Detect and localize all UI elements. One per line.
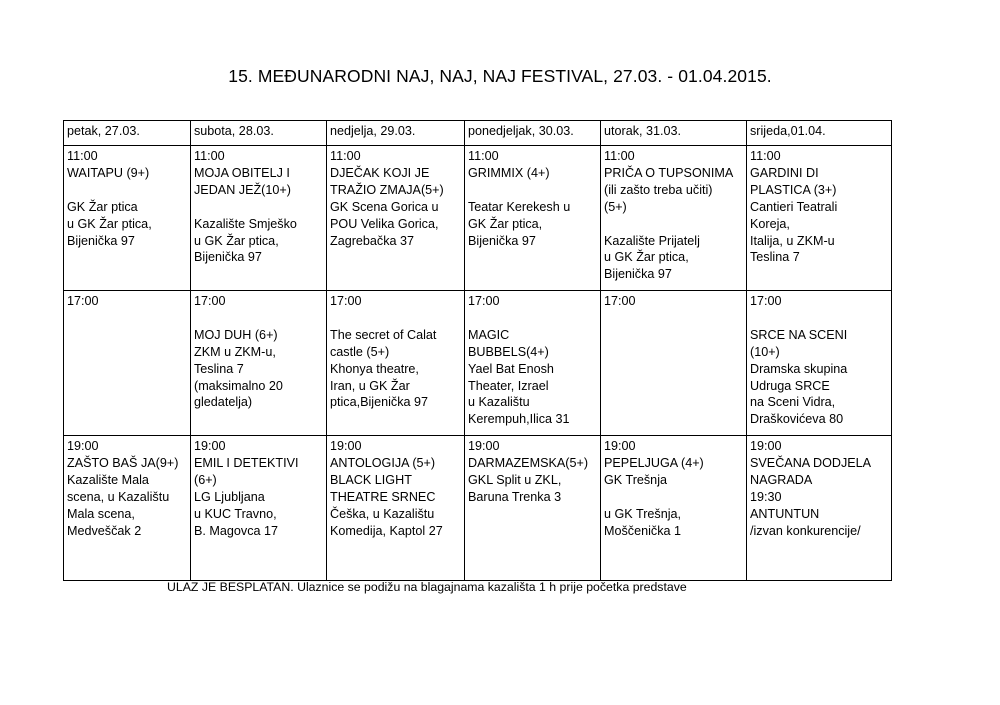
schedule-cell [465,291,601,436]
schedule-row-1100 [64,146,892,291]
cell-text: 17:00 SRCE NA SCENI (10+) Dramska skupina Udruga SRCE na Sceni Vidra, Draškovićeva 80 [750,294,848,427]
schedule-cell [465,146,601,291]
schedule-cell [64,291,191,436]
schedule-cell [327,291,465,436]
page-title: 15. MEĐUNARODNI NAJ, NAJ, NAJ FESTIVAL, 27.03. - 01.04.2015. [228,66,772,86]
cell-text: 17:00 [604,294,636,308]
schedule-cell [747,146,892,291]
schedule-cell [327,436,465,581]
festival-schedule-table [63,120,892,581]
cell-text: 19:00 PEPELJUGA (4+) GK Trešnja u GK Trešnja, Moščenička 1 [604,439,704,538]
cell-text: 11:00 GARDINI DI PLASTICA (3+) Cantieri Teatrali Koreja, Italija, u ZKM-u Teslina 7 [750,149,838,265]
cell-text: 11:00 MOJA OBITELJ I JEDAN JEŽ(10+) Kazalište Smješko u GK Žar ptica, Bijenička 97 [194,149,297,265]
footer-note: ULAZ JE BESPLATAN. Ulaznice se podižu na blagajnama kazališta 1 h prije početka predstave [167,580,687,594]
schedule-cell [465,436,601,581]
cell-text: 17:00 The secret of Calat castle (5+) Khonya theatre, Iran, u GK Žar ptica,Bijenička 97 [330,294,437,410]
day-header: srijeda,01.04. [747,121,892,146]
day-header-row [64,121,892,146]
day-header: utorak, 31.03. [601,121,747,146]
cell-text: 19:00 SVEČANA DODJELA NAGRADA 19:30 ANTUNTUN /izvan konkurencije/ [750,439,872,538]
schedule-cell [601,436,747,581]
schedule-cell [601,291,747,436]
cell-text: 19:00 ANTOLOGIJA (5+) BLACK LIGHT THEATRE SRNEC Češka, u Kazalištu Komedija, Kaptol 27 [330,439,443,538]
schedule-row-1700 [64,291,892,436]
cell-text: 11:00 WAITAPU (9+) GK Žar ptica u GK Žar ptica, Bijenička 97 [67,149,152,248]
day-header: nedjelja, 29.03. [327,121,465,146]
schedule-cell [64,436,191,581]
cell-text: 11:00 DJEČAK KOJI JE TRAŽIO ZMAJA(5+) GK Scena Gorica u POU Velika Gorica, Zagrebačka 37 [330,149,444,248]
cell-text: 17:00 MAGIC BUBBELS(4+) Yael Bat Enosh Theater, Izrael u Kazalištu Kerempuh,Ilica 31 [468,294,570,427]
cell-text: 19:00 EMIL I DETEKTIVI (6+) LG Ljubljana u KUC Travno, B. Magovca 17 [194,439,299,538]
schedule-cell [191,291,327,436]
schedule-cell [747,436,892,581]
schedule-row-1900 [64,436,892,581]
cell-text: 19:00 ZAŠTO BAŠ JA(9+) Kazalište Mala scena, u Kazalištu Mala scena, Medveščak 2 [67,439,179,538]
day-header: subota, 28.03. [191,121,327,146]
schedule-cell [601,146,747,291]
schedule-cell [191,146,327,291]
schedule-cell [747,291,892,436]
cell-text: 11:00 GRIMMIX (4+) Teatar Kerekesh u GK Žar ptica, Bijenička 97 [468,149,571,248]
day-header: petak, 27.03. [64,121,191,146]
schedule-cell [327,146,465,291]
cell-text: 17:00 MOJ DUH (6+) ZKM u ZKM-u, Teslina 7 (maksimalno 20 gledatelja) [194,294,283,410]
schedule-cell [64,146,191,291]
cell-text: 11:00 PRIČA O TUPSONIMA (ili zašto treba učiti) (5+) Kazalište Prijatelj u GK Žar ptica, Bijenička 97 [604,149,734,282]
day-header: ponedjeljak, 30.03. [465,121,601,146]
schedule-cell [191,436,327,581]
cell-text: 19:00 DARMAZEMSKA(5+) GKL Split u ZKL, Baruna Trenka 3 [468,439,589,504]
cell-text: 17:00 [67,294,99,308]
